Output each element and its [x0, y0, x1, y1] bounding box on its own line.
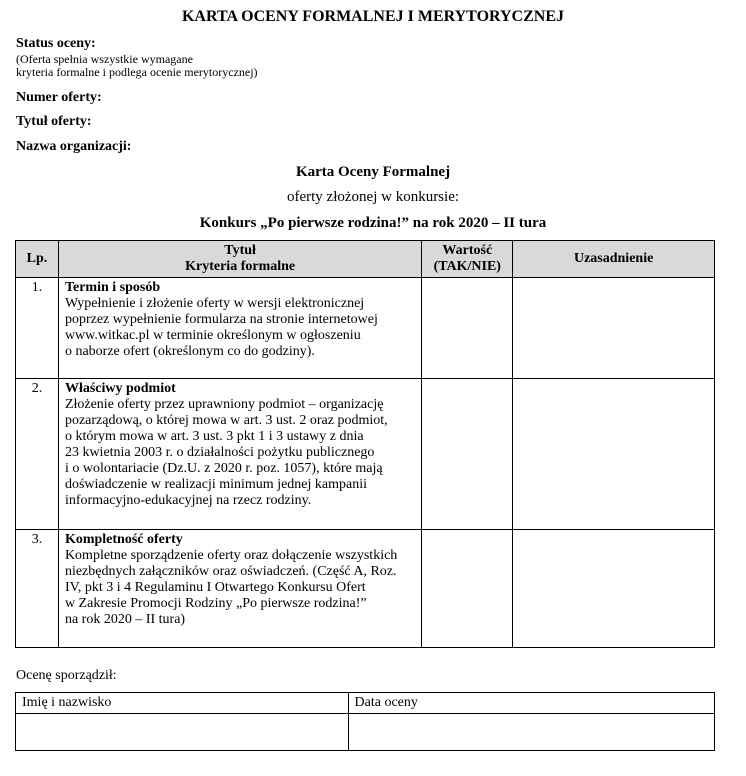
criterion-line: i o wolontariacie (Dz.U. z 2020 r. poz. 1057), które mają: [64, 461, 383, 476]
offer-number-label: Numer oferty:: [16, 90, 102, 105]
table-row: [16, 379, 715, 530]
formal-criteria-table: [15, 240, 715, 648]
header-value: [422, 241, 513, 278]
criterion-line: 23 kwietnia 2003 r. o działalności pożytku publicznego: [64, 445, 375, 460]
criterion-line: IV, pkt 3 i 4 Regulaminu I Otwartego Konkursu Ofert: [64, 580, 366, 595]
row-criterion: [58, 530, 421, 648]
criterion-line: pozarządową, o której mowa w art. 3 ust. 2 oraz podmiot,: [64, 413, 388, 428]
criterion-line: o którym mowa w art. 3 ust. 3 pkt 1 i 3 ustawy z dnia: [64, 429, 364, 444]
criterion-line: doświadczenie w realizacji minimum jednej kampanii: [64, 477, 367, 492]
section-subtitle: oferty złożonej w konkursie:: [286, 189, 460, 205]
prepared-by-label: Ocenę sporządził:: [16, 668, 117, 683]
criterion-title: Kompletność oferty: [64, 532, 183, 547]
header-title-line1: Tytuł: [224, 243, 256, 258]
criterion-line: informacyjno-edukacyjnej na rzecz rodziny.: [64, 493, 312, 508]
row-criterion: [58, 379, 421, 530]
table-row: [16, 278, 715, 379]
header-value-line2: (TAK/NIE): [433, 259, 501, 274]
status-note-line2: kryteria formalne i podlega ocenie merytorycznej): [16, 65, 258, 79]
date-label: Data oceny: [348, 693, 714, 714]
row-lp: 1.: [16, 278, 59, 379]
value-cell[interactable]: [422, 278, 513, 379]
row-lp: 3.: [16, 530, 59, 648]
criterion-line: www.witkac.pl w terminie określonym w ogłoszeniu: [64, 328, 361, 343]
justification-cell[interactable]: [513, 278, 715, 379]
document-title: KARTA OCENY FORMALNEJ I MERYTORYCZNEJ: [181, 8, 565, 25]
criterion-line: Kompletne sporządzenie oferty oraz dołączenie wszystkich: [64, 548, 398, 563]
organization-name-label: Nazwa organizacji:: [16, 139, 132, 154]
date-field[interactable]: [348, 714, 714, 751]
contest-name: Konkurs „Po pierwsze rodzina!” na rok 2020 – II tura: [199, 215, 547, 231]
header-justification: Uzasadnienie: [513, 241, 715, 278]
criterion-line: Złożenie oferty przez uprawniony podmiot – organizację: [64, 397, 384, 412]
row-lp: 2.: [16, 379, 59, 530]
table-header-row: [16, 241, 715, 278]
status-note-line1: (Oferta spełnia wszystkie wymagane: [16, 52, 193, 66]
criterion-line: na rok 2020 – II tura): [64, 612, 186, 627]
header-value-line1: Wartość: [442, 243, 493, 258]
name-label: Imię i nazwisko: [16, 693, 349, 714]
signature-header-row: [16, 693, 715, 714]
header-title: [58, 241, 421, 278]
section-title: Karta Oceny Formalnej: [295, 164, 451, 180]
offer-title-label: Tytuł oferty:: [16, 114, 92, 129]
header-lp: Lp.: [16, 241, 59, 278]
criterion-line: w Zakresie Promocji Rodziny „Po pierwsze rodzina!”: [64, 596, 367, 611]
row-criterion: [58, 278, 421, 379]
criterion-line: Wypełnienie i złożenie oferty w wersji elektronicznej: [64, 296, 365, 311]
justification-cell[interactable]: [513, 530, 715, 648]
table-row: [16, 530, 715, 648]
criterion-line: poprzez wypełnienie formularza na stronie internetowej: [64, 312, 378, 327]
criterion-line: niezbędnych załączników oraz oświadczeń. (Część A, Roz.: [64, 564, 397, 579]
signature-input-row: [16, 714, 715, 751]
criterion-line: o naborze ofert (określonym co do godziny).: [64, 344, 315, 359]
value-cell[interactable]: [422, 530, 513, 648]
signature-table: [15, 692, 715, 751]
criterion-title: Termin i sposób: [64, 280, 161, 295]
criterion-title: Właściwy podmiot: [64, 381, 176, 396]
header-title-line2: Kryteria formalne: [185, 259, 296, 274]
name-field[interactable]: [16, 714, 349, 751]
value-cell[interactable]: [422, 379, 513, 530]
status-label: Status oceny:: [16, 36, 96, 51]
justification-cell[interactable]: [513, 379, 715, 530]
